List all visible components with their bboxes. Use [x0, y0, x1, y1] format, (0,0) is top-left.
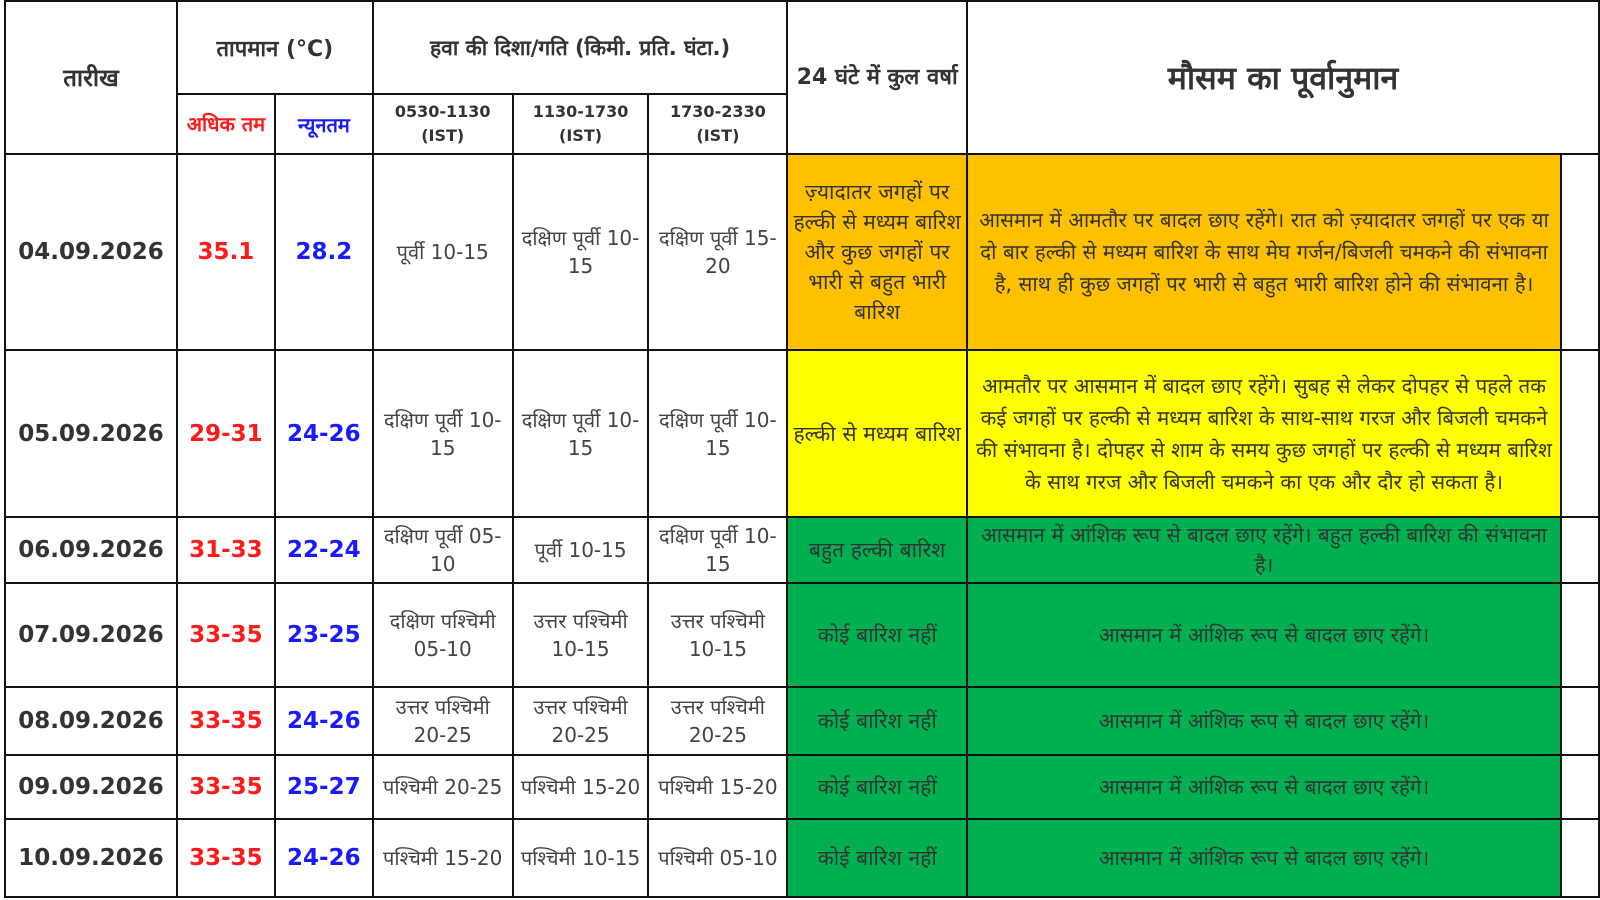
row-min-temp: 22-24: [275, 517, 373, 583]
row-min-temp: 24-26: [275, 819, 373, 897]
row-date: 04.09.2026: [5, 154, 177, 350]
row-rainfall: कोई बारिश नहीं: [787, 583, 967, 687]
row-date: 08.09.2026: [5, 687, 177, 755]
row-wind-morning: पश्चिमी 20-25: [373, 755, 513, 819]
row-wind-morning: उत्तर पश्चिमी 20-25: [373, 687, 513, 755]
forecast-row: [5, 350, 1599, 517]
row-min-temp: 24-26: [275, 687, 373, 755]
row-wind-morning: दक्षिण पश्चिमी 05-10: [373, 583, 513, 687]
forecast-table-container: [4, 0, 1600, 898]
header-rainfall: 24 घंटे में कुल वर्षा: [787, 1, 967, 154]
row-spacer: [1561, 687, 1599, 755]
header-max-temp: अधिक तम: [177, 94, 275, 154]
row-forecast: आसमान में आंशिक रूप से बादल छाए रहेंगे।: [967, 583, 1561, 687]
row-forecast: आसमान में आंशिक रूप से बादल छाए रहेंगे।: [967, 819, 1561, 897]
row-wind-afternoon: उत्तर पश्चिमी 20-25: [513, 687, 649, 755]
forecast-row: [5, 687, 1599, 755]
row-wind-afternoon: पश्चिमी 15-20: [513, 755, 649, 819]
row-rainfall: हल्की से मध्यम बारिश: [787, 350, 967, 517]
row-spacer: [1561, 819, 1599, 897]
forecast-row: [5, 583, 1599, 687]
row-max-temp: 33-35: [177, 583, 275, 687]
row-wind-evening: उत्तर पश्चिमी 20-25: [648, 687, 787, 755]
row-max-temp: 33-35: [177, 819, 275, 897]
row-date: 09.09.2026: [5, 755, 177, 819]
row-date: 05.09.2026: [5, 350, 177, 517]
header-date: तारीख: [5, 1, 177, 154]
row-wind-afternoon: दक्षिण पूर्वी 10-15: [513, 154, 649, 350]
row-wind-afternoon: पूर्वी 10-15: [513, 517, 649, 583]
row-forecast: आसमान में आमतौर पर बादल छाए रहेंगे। रात को ज़्यादातर जगहों पर एक या दो बार हल्की से मध्यम बारिश के साथ मेघ गर्जन/बिजली चमकने की संभावना है, साथ ही कुछ जगहों पर भारी से बहुत भारी बारिश होने की संभावना है।: [967, 154, 1561, 350]
row-date: 06.09.2026: [5, 517, 177, 583]
row-spacer: [1561, 583, 1599, 687]
row-spacer: [1561, 755, 1599, 819]
row-wind-morning: दक्षिण पूर्वी 05-10: [373, 517, 513, 583]
row-forecast: आसमान में आंशिक रूप से बादल छाए रहेंगे।: [967, 755, 1561, 819]
header-slot-evening: 1730-2330 (IST): [648, 94, 787, 154]
row-wind-evening: दक्षिण पूर्वी 10-15: [648, 350, 787, 517]
row-max-temp: 33-35: [177, 755, 275, 819]
row-max-temp: 35.1: [177, 154, 275, 350]
row-forecast: आसमान में आंशिक रूप से बादल छाए रहेंगे।: [967, 687, 1561, 755]
row-date: 10.09.2026: [5, 819, 177, 897]
row-spacer: [1561, 154, 1599, 350]
forecast-row: [5, 819, 1599, 897]
row-forecast: आसमान में आंशिक रूप से बादल छाए रहेंगे। बहुत हल्की बारिश की संभावना है।: [967, 517, 1561, 583]
row-wind-evening: पश्चिमी 05-10: [648, 819, 787, 897]
forecast-table: [4, 0, 1600, 898]
row-wind-morning: दक्षिण पूर्वी 10-15: [373, 350, 513, 517]
row-forecast: आमतौर पर आसमान में बादल छाए रहेंगे। सुबह से लेकर दोपहर से पहले तक कई जगहों पर हल्की से मध्यम बारिश के साथ-साथ गरज और बिजली चमकने की संभावना है। दोपहर से शाम के समय कुछ जगहों पर हल्की से मध्यम बारिश के साथ गरज और बिजली चमकने का एक और दौर हो सकता है।: [967, 350, 1561, 517]
row-rainfall: कोई बारिश नहीं: [787, 755, 967, 819]
forecast-row: [5, 517, 1599, 583]
header-slot-morning: 0530-1130 (IST): [373, 94, 513, 154]
row-wind-morning: पूर्वी 10-15: [373, 154, 513, 350]
row-date: 07.09.2026: [5, 583, 177, 687]
row-wind-evening: दक्षिण पूर्वी 15-20: [648, 154, 787, 350]
row-wind-morning: पश्चिमी 15-20: [373, 819, 513, 897]
row-wind-evening: पश्चिमी 15-20: [648, 755, 787, 819]
row-rainfall: कोई बारिश नहीं: [787, 687, 967, 755]
header-temperature: तापमान (°C): [177, 1, 373, 94]
row-spacer: [1561, 350, 1599, 517]
row-wind-afternoon: उत्तर पश्चिमी 10-15: [513, 583, 649, 687]
row-wind-evening: दक्षिण पूर्वी 10-15: [648, 517, 787, 583]
row-rainfall: बहुत हल्की बारिश: [787, 517, 967, 583]
row-min-temp: 28.2: [275, 154, 373, 350]
row-rainfall: ज़्यादातर जगहों पर हल्की से मध्यम बारिश और कुछ जगहों पर भारी से बहुत भारी बारिश: [787, 154, 967, 350]
header-forecast: मौसम का पूर्वानुमान: [967, 1, 1599, 154]
row-wind-afternoon: पश्चिमी 10-15: [513, 819, 649, 897]
row-max-temp: 33-35: [177, 687, 275, 755]
row-max-temp: 31-33: [177, 517, 275, 583]
row-min-temp: 25-27: [275, 755, 373, 819]
row-wind-afternoon: दक्षिण पूर्वी 10-15: [513, 350, 649, 517]
header-slot-afternoon: 1130-1730 (IST): [513, 94, 649, 154]
forecast-row: [5, 154, 1599, 350]
forecast-row: [5, 755, 1599, 819]
header-wind: हवा की दिशा/गति (किमी. प्रति. घंटा.): [373, 1, 788, 94]
row-max-temp: 29-31: [177, 350, 275, 517]
row-wind-evening: उत्तर पश्चिमी 10-15: [648, 583, 787, 687]
header-min-temp: न्यूनतम: [275, 94, 373, 154]
row-min-temp: 24-26: [275, 350, 373, 517]
row-min-temp: 23-25: [275, 583, 373, 687]
row-rainfall: कोई बारिश नहीं: [787, 819, 967, 897]
row-spacer: [1561, 517, 1599, 583]
